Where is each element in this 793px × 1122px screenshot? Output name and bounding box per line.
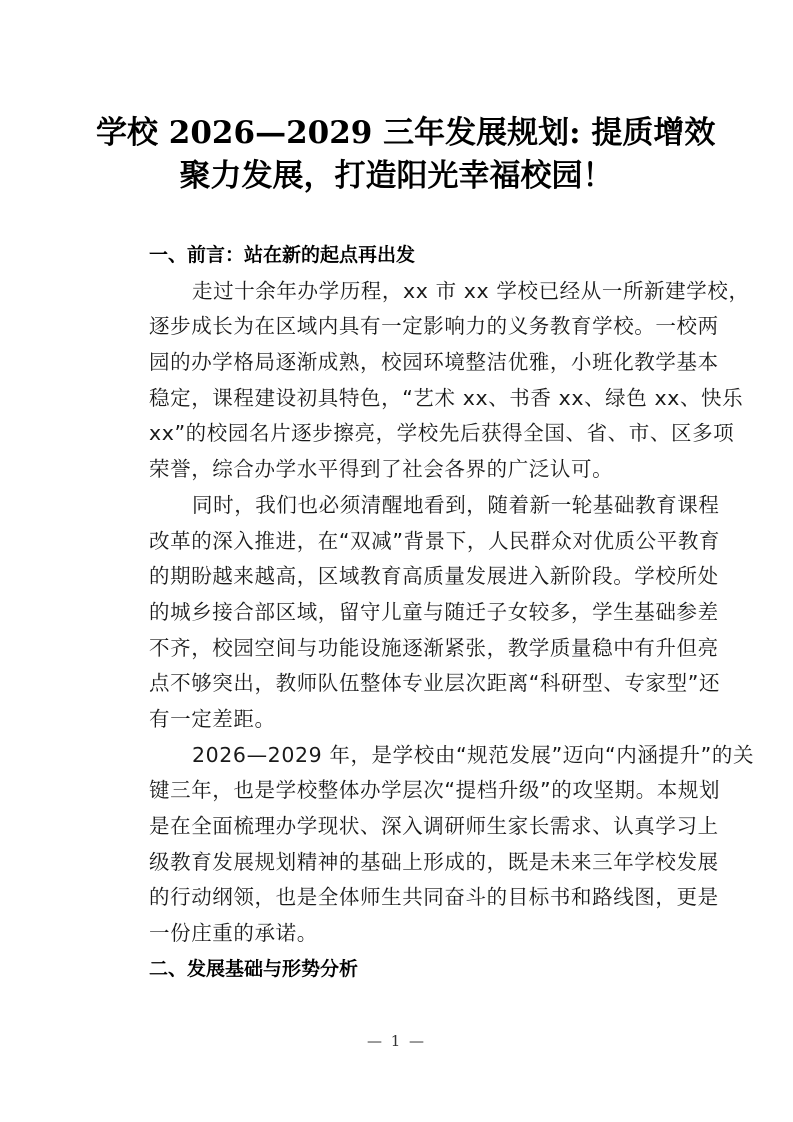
text-line: 同时，我们也必须清醒地看到，随着新一轮基础教育课程 <box>192 492 720 517</box>
paragraph-school-history <box>106 274 750 488</box>
page-number: — 1 — <box>366 1032 427 1050</box>
document-body <box>106 238 755 987</box>
text-line: 有一定差距。 <box>149 706 276 731</box>
text-line: 键三年，也是学校整体办学层次“提档升级”的攻坚期。本规划 <box>149 778 721 803</box>
title-line-1: 学校 2026—2029 三年发展规划: 提质增效 <box>96 115 716 151</box>
text-line: 是在全面梳理办学现状、深入调研师生家长需求、认真学习上 <box>149 814 719 838</box>
text-line: 稳定，课程建设初具特色，“艺术 xx、书香 xx、绿色 xx、快乐 <box>149 385 744 410</box>
text-line: 的城乡接合部区域，留守儿童与随迁子女较多，学生基础参差 <box>149 599 719 624</box>
text-line: 的行动纲领，也是全体师生共同奋斗的目标书和路线图，更是 <box>149 885 719 910</box>
text-line: 荣誉，综合办学水平得到了社会各界的广泛认可。 <box>149 457 614 482</box>
title-line-2: 聚力发展，打造阳光幸福校园！ <box>179 158 614 194</box>
section-heading-preface: 一、前言：站在新的起点再出发 <box>149 244 416 266</box>
text-line: 改革的深入推进，在“双减”背景下，人民群众对优质公平教育 <box>149 528 721 553</box>
text-line: xx”的校园名片逐步擦亮，学校先后获得全国、省、市、区多项 <box>149 421 735 446</box>
text-line: 的期盼越来越高，区域教育高质量发展进入新阶段。学校所处 <box>149 564 719 589</box>
text-line: 不齐，校园空间与功能设施逐渐紧张，教学质量稳中有升但亮 <box>149 635 719 660</box>
paragraph-plan-purpose <box>106 738 755 952</box>
text-line: 一份庄重的承诺。 <box>149 921 318 946</box>
paragraph-challenges <box>106 488 721 738</box>
text-line: 逐步成长为在区域内具有一定影响力的义务教育学校。一校两 <box>149 314 719 339</box>
text-line: 走过十余年办学历程，xx 市 xx 学校已经从一所新建学校， <box>192 278 750 303</box>
section-heading-foundation-analysis: 二、发展基础与形势分析 <box>149 957 359 980</box>
text-line: 园的办学格局逐渐成熟，校园环境整洁优雅，小班化教学基本 <box>149 350 719 375</box>
text-line: 点不够突出，教师队伍整体专业层次距离“科研型、专家型”还 <box>149 671 721 696</box>
document-title <box>96 112 716 198</box>
text-line: 级教育发展规划精神的基础上形成的，既是未来三年学校发展 <box>149 849 719 874</box>
text-line: 2026—2029 年，是学校由“规范发展”迈向“内涵提升”的关 <box>192 742 755 767</box>
